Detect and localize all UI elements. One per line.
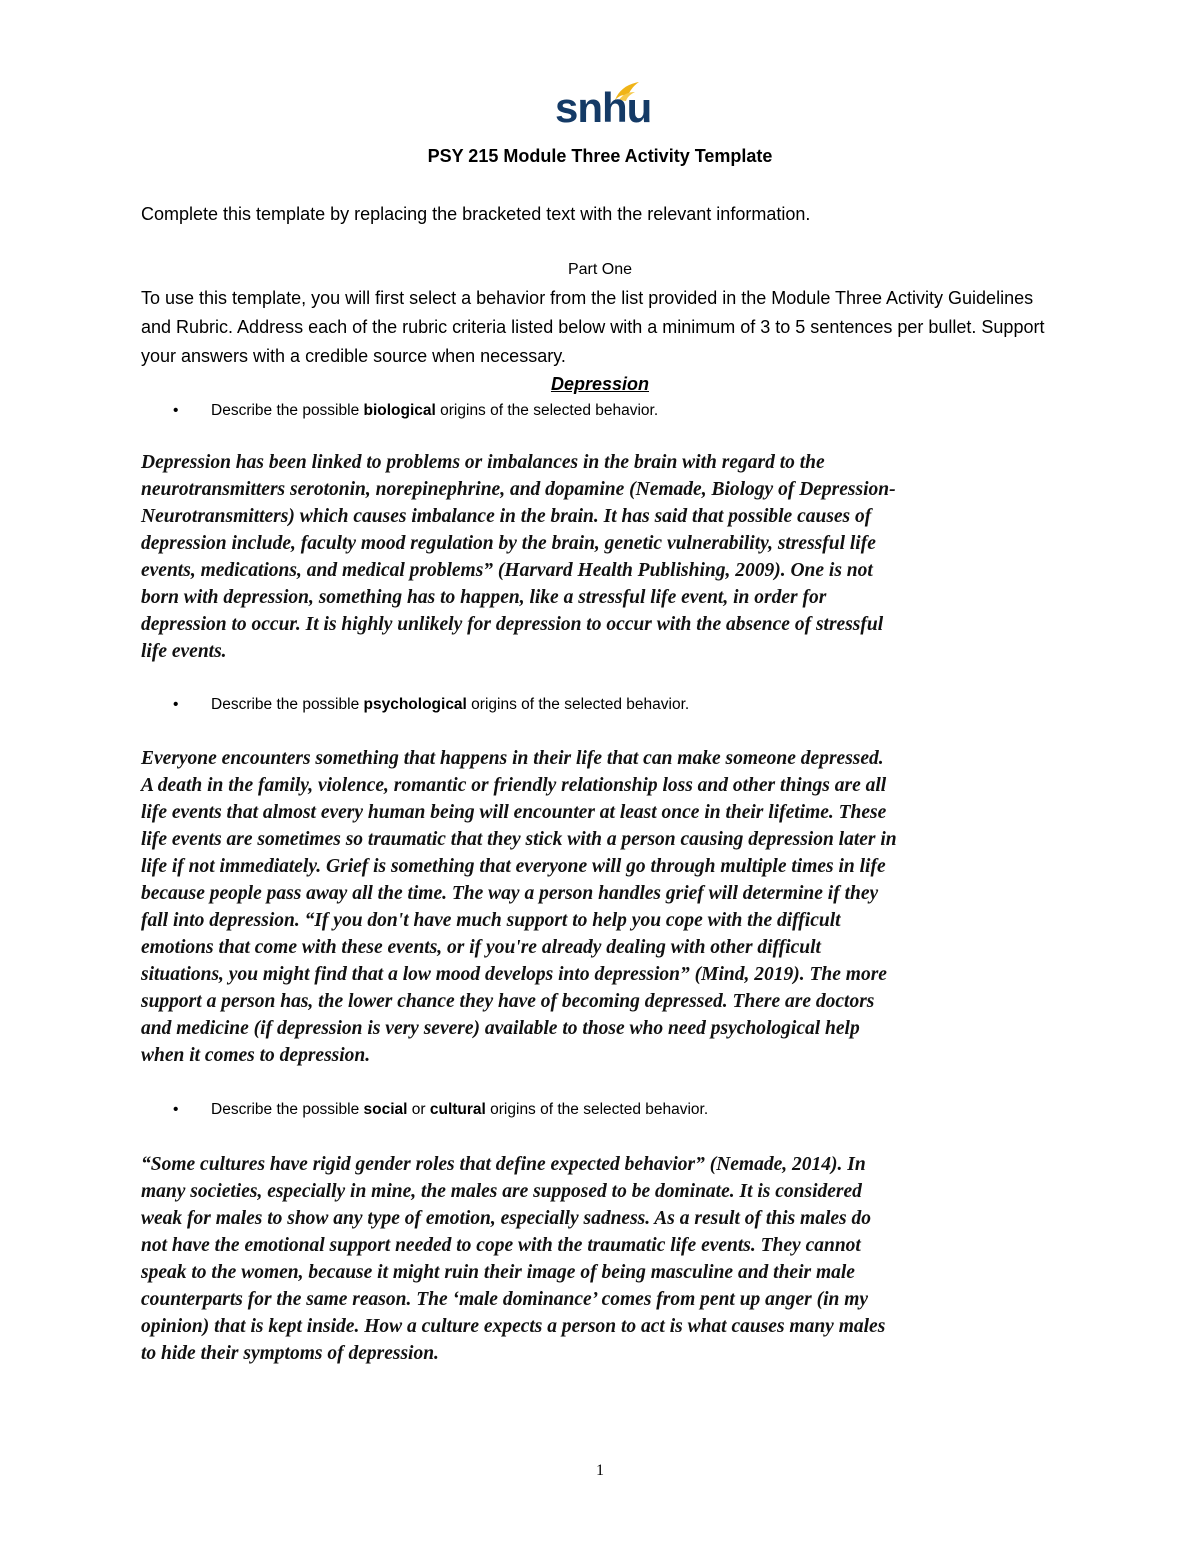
answer-line: weak for males to show any type of emotion, especially sadness. As a result of this males do [141, 1208, 871, 1229]
answer-line: speak to the women, because it might ruin their image of being masculine and their male [141, 1262, 855, 1283]
answer-line: because people pass away all the time. The way a person handles grief will determine if they [141, 883, 879, 904]
template-instruction: Complete this template by replacing the bracketed text with the relevant information. [141, 204, 811, 224]
answer-line: emotions that come with these events, or if you're already dealing with other difficult [141, 937, 821, 958]
answer-line: life events that almost every human being will encounter at least once in their lifetime. These [141, 802, 887, 823]
bullet-icon: • [173, 1101, 179, 1118]
answer-line: support a person has, the lower chance they have of becoming depressed. There are doctors [141, 991, 875, 1012]
bullet-text: Describe the possible social or cultural origins of the selected behavior. [211, 1101, 709, 1118]
answer-line: when it comes to depression. [141, 1045, 371, 1066]
bullet-icon: • [173, 402, 179, 419]
answer-line: events, medications, and medical problems” (Harvard Health Publishing, 2009). One is not [141, 560, 873, 581]
answer-line: life if not immediately. Grief is something that everyone will go through multiple times in life [141, 856, 886, 877]
answer-line: not have the emotional support needed to cope with the traumatic life events. They cannot [141, 1235, 861, 1256]
selected-behavior: Depression [550, 374, 650, 394]
answer-line: “Some cultures have rigid gender roles that define expected behavior” (Nemade, 2014). In [141, 1154, 866, 1175]
answer-psychological [141, 745, 1061, 1069]
answer-line: to hide their symptoms of depression. [141, 1343, 439, 1364]
answer-line: fall into depression. “If you don't have much support to help you cope with the difficult [141, 910, 841, 931]
answer-line: life events are sometimes so traumatic that they stick with a person causing depression later in [141, 829, 897, 850]
answer-line: Depression has been linked to problems or imbalances in the brain with regard to the [141, 452, 825, 473]
snhu-logo [549, 80, 652, 132]
answer-line: counterparts for the same reason. The ‘male dominance’ comes from pent up anger (in my [141, 1289, 869, 1310]
part-intro-paragraph: To use this template, you will first select a behavior from the list provided in the Module Three Activity Guidelines and Rubric. Address each of the rubric criteria listed below with a minimum of 3 to 5 sentences per bullet. Support your answers with a credible source when necessary. [141, 288, 1045, 366]
logo-wordmark: snhu [555, 84, 652, 131]
bullet-icon: • [173, 696, 179, 713]
page-number: 1 [596, 1462, 604, 1479]
document-title: PSY 215 Module Three Activity Template [427, 146, 773, 166]
part-heading: Part One [567, 261, 633, 278]
answer-line: life events. [141, 641, 227, 662]
answer-line: A death in the family, violence, romantic or friendly relationship loss and other things are all [141, 775, 887, 796]
answer-line: neurotransmitters serotonin, norepinephrine, and dopamine (Nemade, Biology of Depression- [141, 479, 896, 500]
answer-social-cultural [141, 1151, 1061, 1367]
answer-line: situations, you might find that a low mood develops into depression” (Mind, 2019). The more [141, 964, 887, 985]
bullet-text: Describe the possible biological origins of the selected behavior. [211, 402, 659, 419]
answer-line: born with depression, something has to happen, like a stressful life event, in order for [141, 587, 827, 608]
answer-line: many societies, especially in mine, the males are supposed to be dominate. It is considered [141, 1181, 862, 1202]
answer-line: and medicine (if depression is very severe) available to those who need psychological help [141, 1018, 860, 1039]
answer-biological [141, 449, 1061, 665]
answer-line: depression to occur. It is highly unlikely for depression to occur with the absence of stressful [141, 614, 884, 635]
answer-line: opinion) that is kept inside. How a culture expects a person to act is what causes many males [141, 1316, 886, 1337]
answer-line: depression include, faculty mood regulation by the brain, genetic vulnerability, stressful life [141, 533, 876, 554]
answer-line: Everyone encounters something that happens in their life that can make someone depressed. [141, 748, 884, 769]
bullet-text: Describe the possible psychological origins of the selected behavior. [211, 696, 690, 713]
answer-line: Neurotransmitters) which causes imbalance in the brain. It has said that possible causes of [141, 506, 872, 527]
